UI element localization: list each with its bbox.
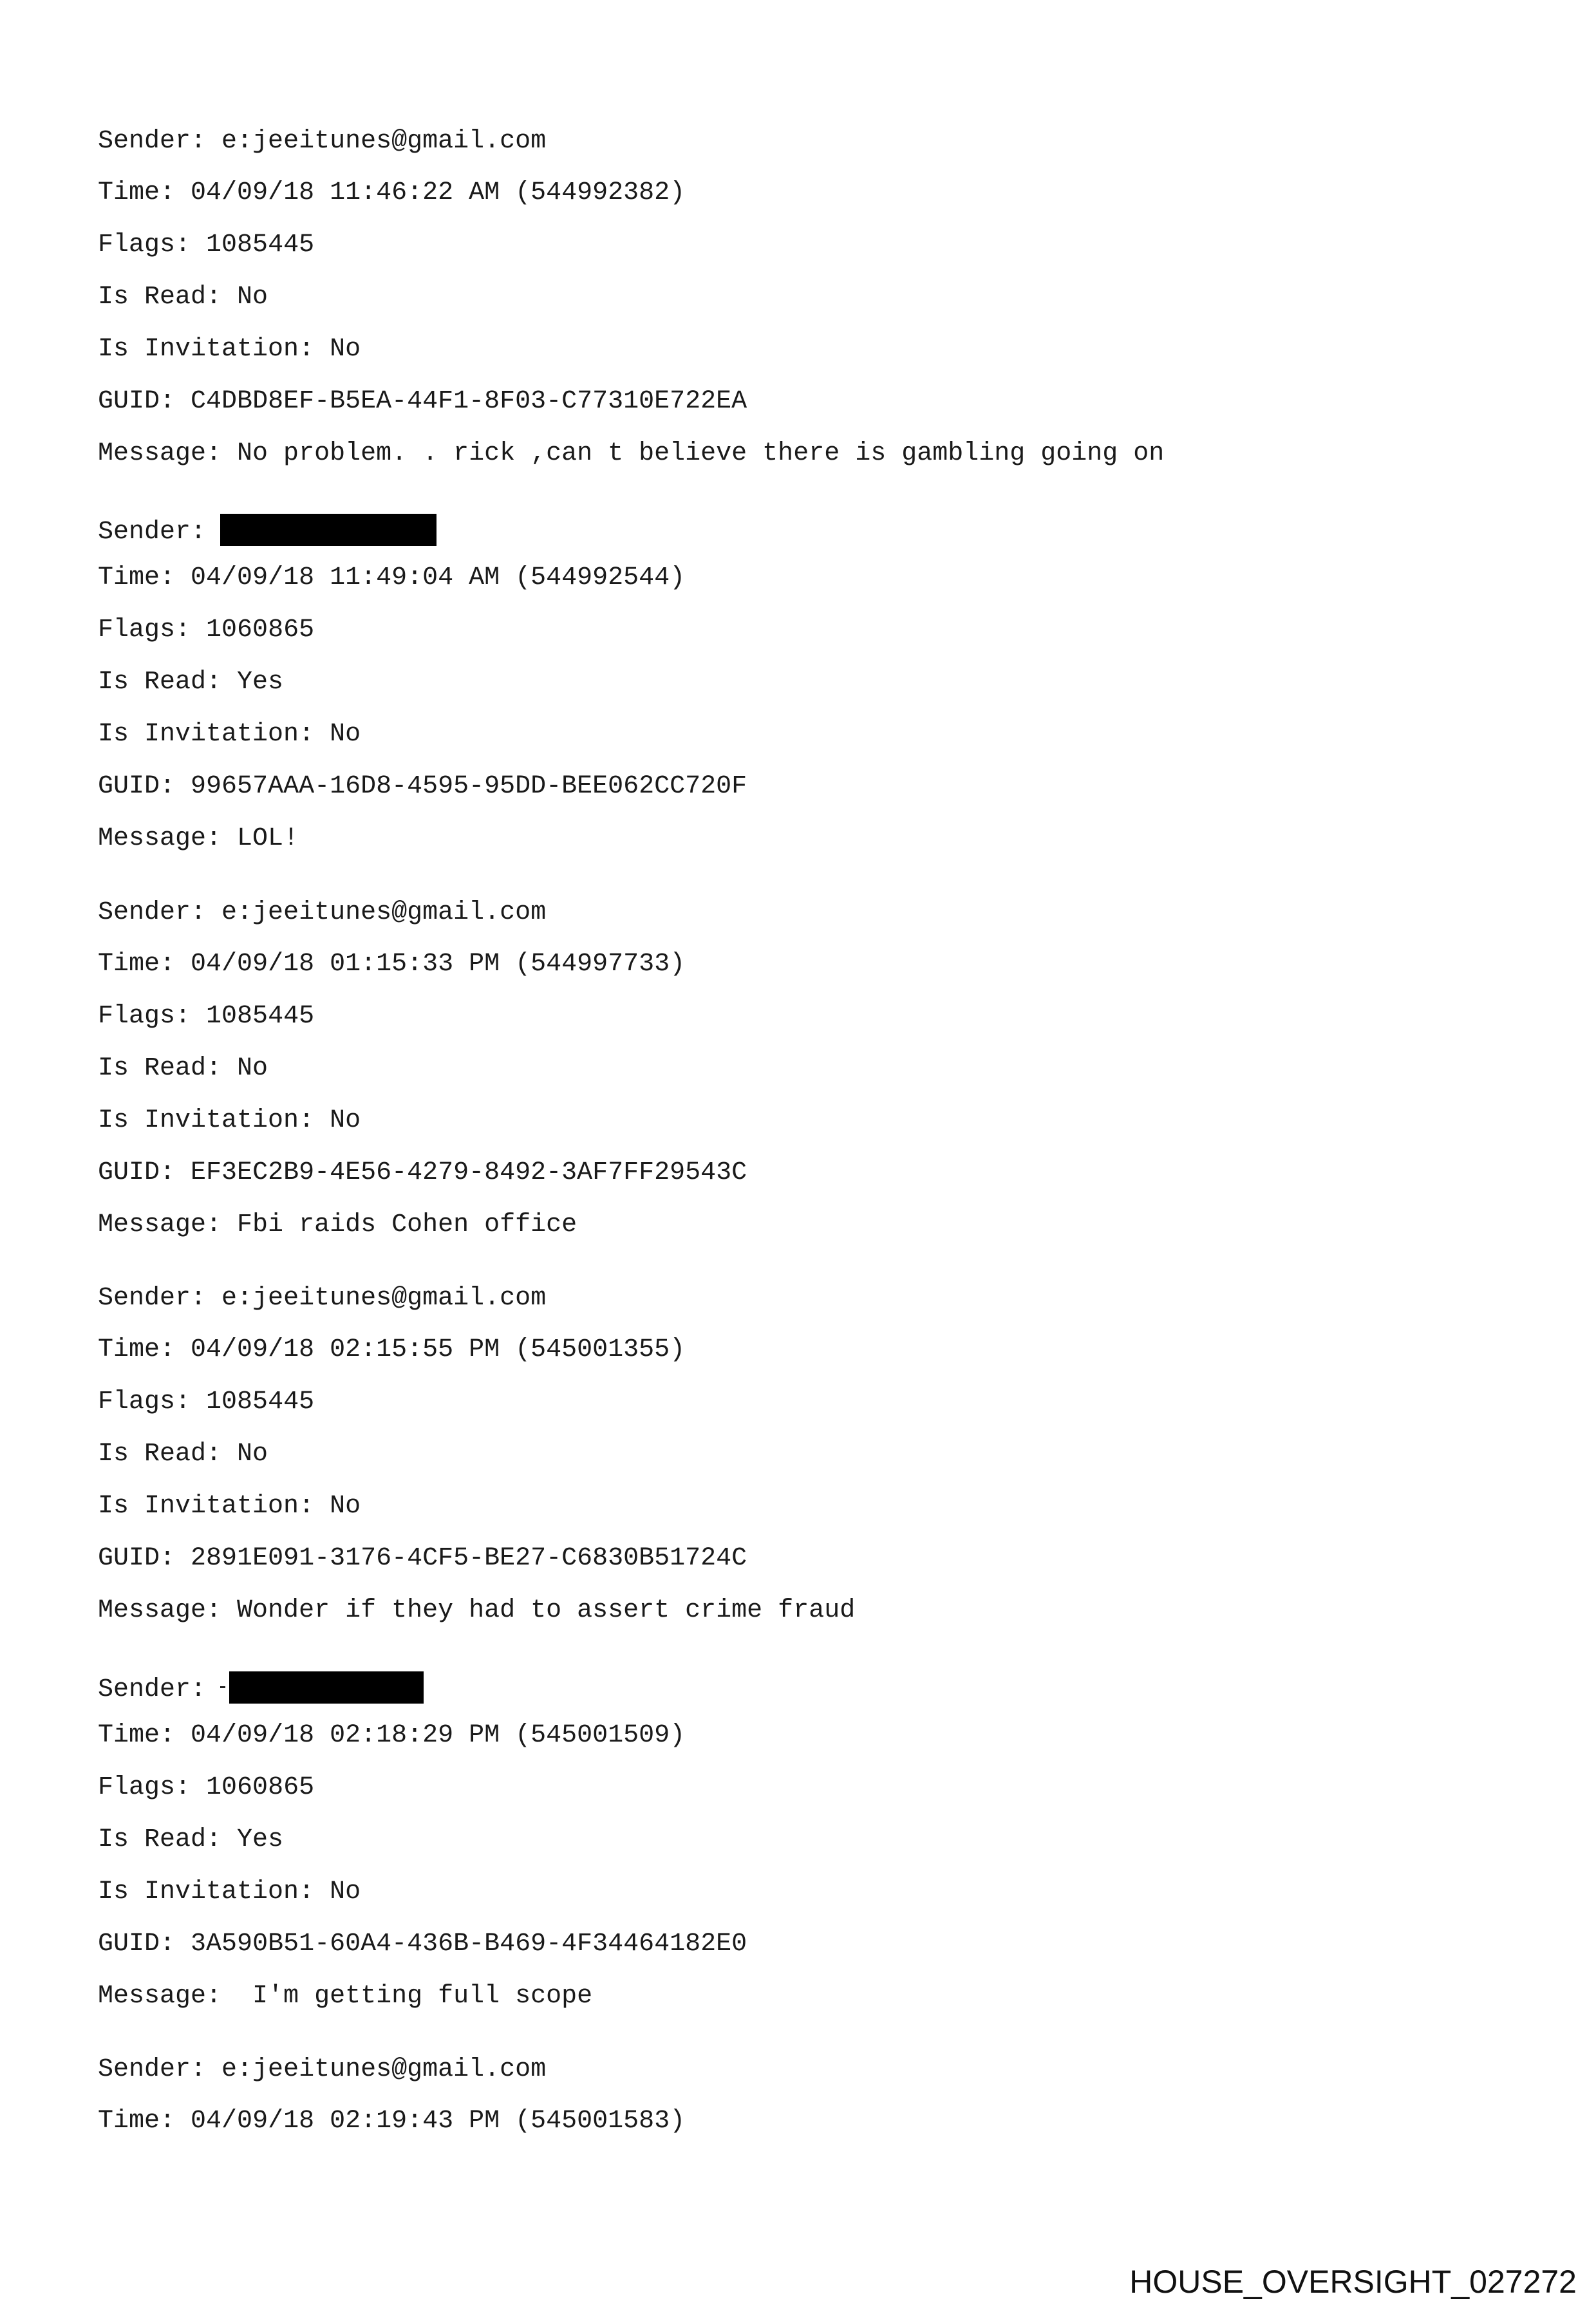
is-invitation-value: No [330,1877,361,1906]
guid-label: GUID: [98,772,176,801]
is-read-line [98,1442,1514,1494]
is-read-line [98,1827,1514,1879]
is-read-value: No [237,283,268,312]
sender-line [98,1286,1514,1337]
time-line [98,1723,1514,1775]
message-text: Fbi raids Cohen office [237,1210,577,1239]
is-invitation-line [98,337,1514,389]
is-read-line [98,1056,1514,1108]
sender-value: e:jeeitunes@gmail.com [221,1284,547,1313]
message-line [98,1598,1514,1650]
sender-line [98,1671,1514,1723]
flags-label: Flags: [98,1773,191,1802]
flags-label: Flags: [98,1387,191,1416]
guid-line [98,774,1514,826]
is-read-label: Is Read: [98,283,222,312]
sender-label: Sender: [98,1675,207,1704]
guid-line [98,1546,1514,1598]
message-text: No problem. . rick ,can t believe there is gambling going on [237,439,1165,468]
is-read-line [98,285,1514,337]
is-invitation-line [98,1879,1514,1932]
message-record [98,900,1514,1264]
redaction-block [229,1671,424,1704]
sender-value: e:jeeitunes@gmail.com [221,2055,547,2084]
message-line [98,1984,1514,2036]
time-line [98,565,1514,617]
flags-line [98,617,1514,670]
flags-value: 1060865 [206,616,315,644]
time-value: 04/09/18 02:19:43 PM (545001583) [191,2107,686,2136]
sender-value: e:jeeitunes@gmail.com [221,127,547,156]
message-text: I'm getting full scope [237,1982,593,2011]
sender-label: Sender: [98,2055,207,2084]
message-label: Message: [98,1210,222,1239]
time-label: Time: [98,563,176,592]
sender-line [98,900,1514,952]
is-read-line [98,670,1514,722]
guid-label: GUID: [98,1158,176,1187]
guid-value: C4DBD8EF-B5EA-44F1-8F03-C77310E722EA [191,387,747,416]
flags-label: Flags: [98,616,191,644]
message-record [98,1671,1514,2036]
flags-line [98,232,1514,285]
redaction-block [220,514,437,546]
message-label: Message: [98,1982,222,2011]
flags-value: 1060865 [206,1773,315,1802]
message-record [98,514,1514,878]
time-value: 04/09/18 11:46:22 AM (544992382) [191,178,686,207]
is-read-label: Is Read: [98,1440,222,1469]
flags-line [98,1389,1514,1442]
flags-line [98,1004,1514,1056]
is-invitation-label: Is Invitation: [98,1106,315,1135]
is-invitation-line [98,1108,1514,1160]
guid-label: GUID: [98,1544,176,1573]
is-invitation-value: No [330,720,361,749]
flags-line [98,1775,1514,1827]
guid-value: 99657AAA-16D8-4595-95DD-BEE062CC720F [191,772,747,801]
message-label: Message: [98,824,222,853]
is-invitation-line [98,722,1514,774]
message-line [98,1212,1514,1264]
guid-value: 2891E091-3176-4CF5-BE27-C6830B51724C [191,1544,747,1573]
guid-value: 3A590B51-60A4-436B-B469-4F34464182E0 [191,1930,747,1959]
is-invitation-line [98,1494,1514,1546]
sender-line [98,129,1514,180]
time-value: 04/09/18 02:15:55 PM (545001355) [191,1335,686,1364]
is-invitation-value: No [330,335,361,364]
time-line [98,180,1514,232]
is-read-value: No [237,1440,268,1469]
guid-label: GUID: [98,1930,176,1959]
time-value: 04/09/18 01:15:33 PM (544997733) [191,950,686,979]
sender-line [98,514,1514,565]
bates-number: HOUSE_OVERSIGHT_027272 [1129,2264,1577,2300]
guid-line [98,1160,1514,1212]
is-invitation-label: Is Invitation: [98,720,315,749]
message-label: Message: [98,439,222,468]
flags-value: 1085445 [206,1002,315,1031]
redaction-edge-mark [220,1686,225,1688]
is-invitation-value: No [330,1106,361,1135]
time-label: Time: [98,1721,176,1750]
sender-label: Sender: [98,898,207,927]
time-label: Time: [98,1335,176,1364]
is-read-value: Yes [237,1825,284,1854]
sender-label: Sender: [98,1284,207,1313]
guid-value: EF3EC2B9-4E56-4279-8492-3AF7FF29543C [191,1158,747,1187]
time-label: Time: [98,178,176,207]
is-read-value: Yes [237,668,284,697]
sender-value: e:jeeitunes@gmail.com [221,898,547,927]
time-line [98,1337,1514,1389]
sender-line [98,2057,1514,2109]
guid-label: GUID: [98,387,176,416]
is-read-label: Is Read: [98,668,222,697]
is-read-label: Is Read: [98,1054,222,1083]
flags-value: 1085445 [206,230,315,259]
time-label: Time: [98,950,176,979]
time-value: 04/09/18 02:18:29 PM (545001509) [191,1721,686,1750]
flags-label: Flags: [98,230,191,259]
message-record [98,1286,1514,1650]
message-label: Message: [98,1596,222,1625]
is-invitation-label: Is Invitation: [98,1492,315,1521]
time-label: Time: [98,2107,176,2136]
message-record [98,2057,1514,2161]
message-record [98,129,1514,493]
is-read-label: Is Read: [98,1825,222,1854]
time-value: 04/09/18 11:49:04 AM (544992544) [191,563,686,592]
flags-label: Flags: [98,1002,191,1031]
sender-label: Sender: [98,518,207,547]
time-line [98,2109,1514,2161]
guid-line [98,389,1514,441]
is-read-value: No [237,1054,268,1083]
message-line [98,441,1514,493]
is-invitation-label: Is Invitation: [98,1877,315,1906]
message-text: LOL! [237,824,299,853]
sender-label: Sender: [98,127,207,156]
message-line [98,826,1514,878]
message-text: Wonder if they had to assert crime fraud [237,1596,856,1625]
is-invitation-value: No [330,1492,361,1521]
flags-value: 1085445 [206,1387,315,1416]
guid-line [98,1932,1514,1984]
is-invitation-label: Is Invitation: [98,335,315,364]
time-line [98,952,1514,1004]
